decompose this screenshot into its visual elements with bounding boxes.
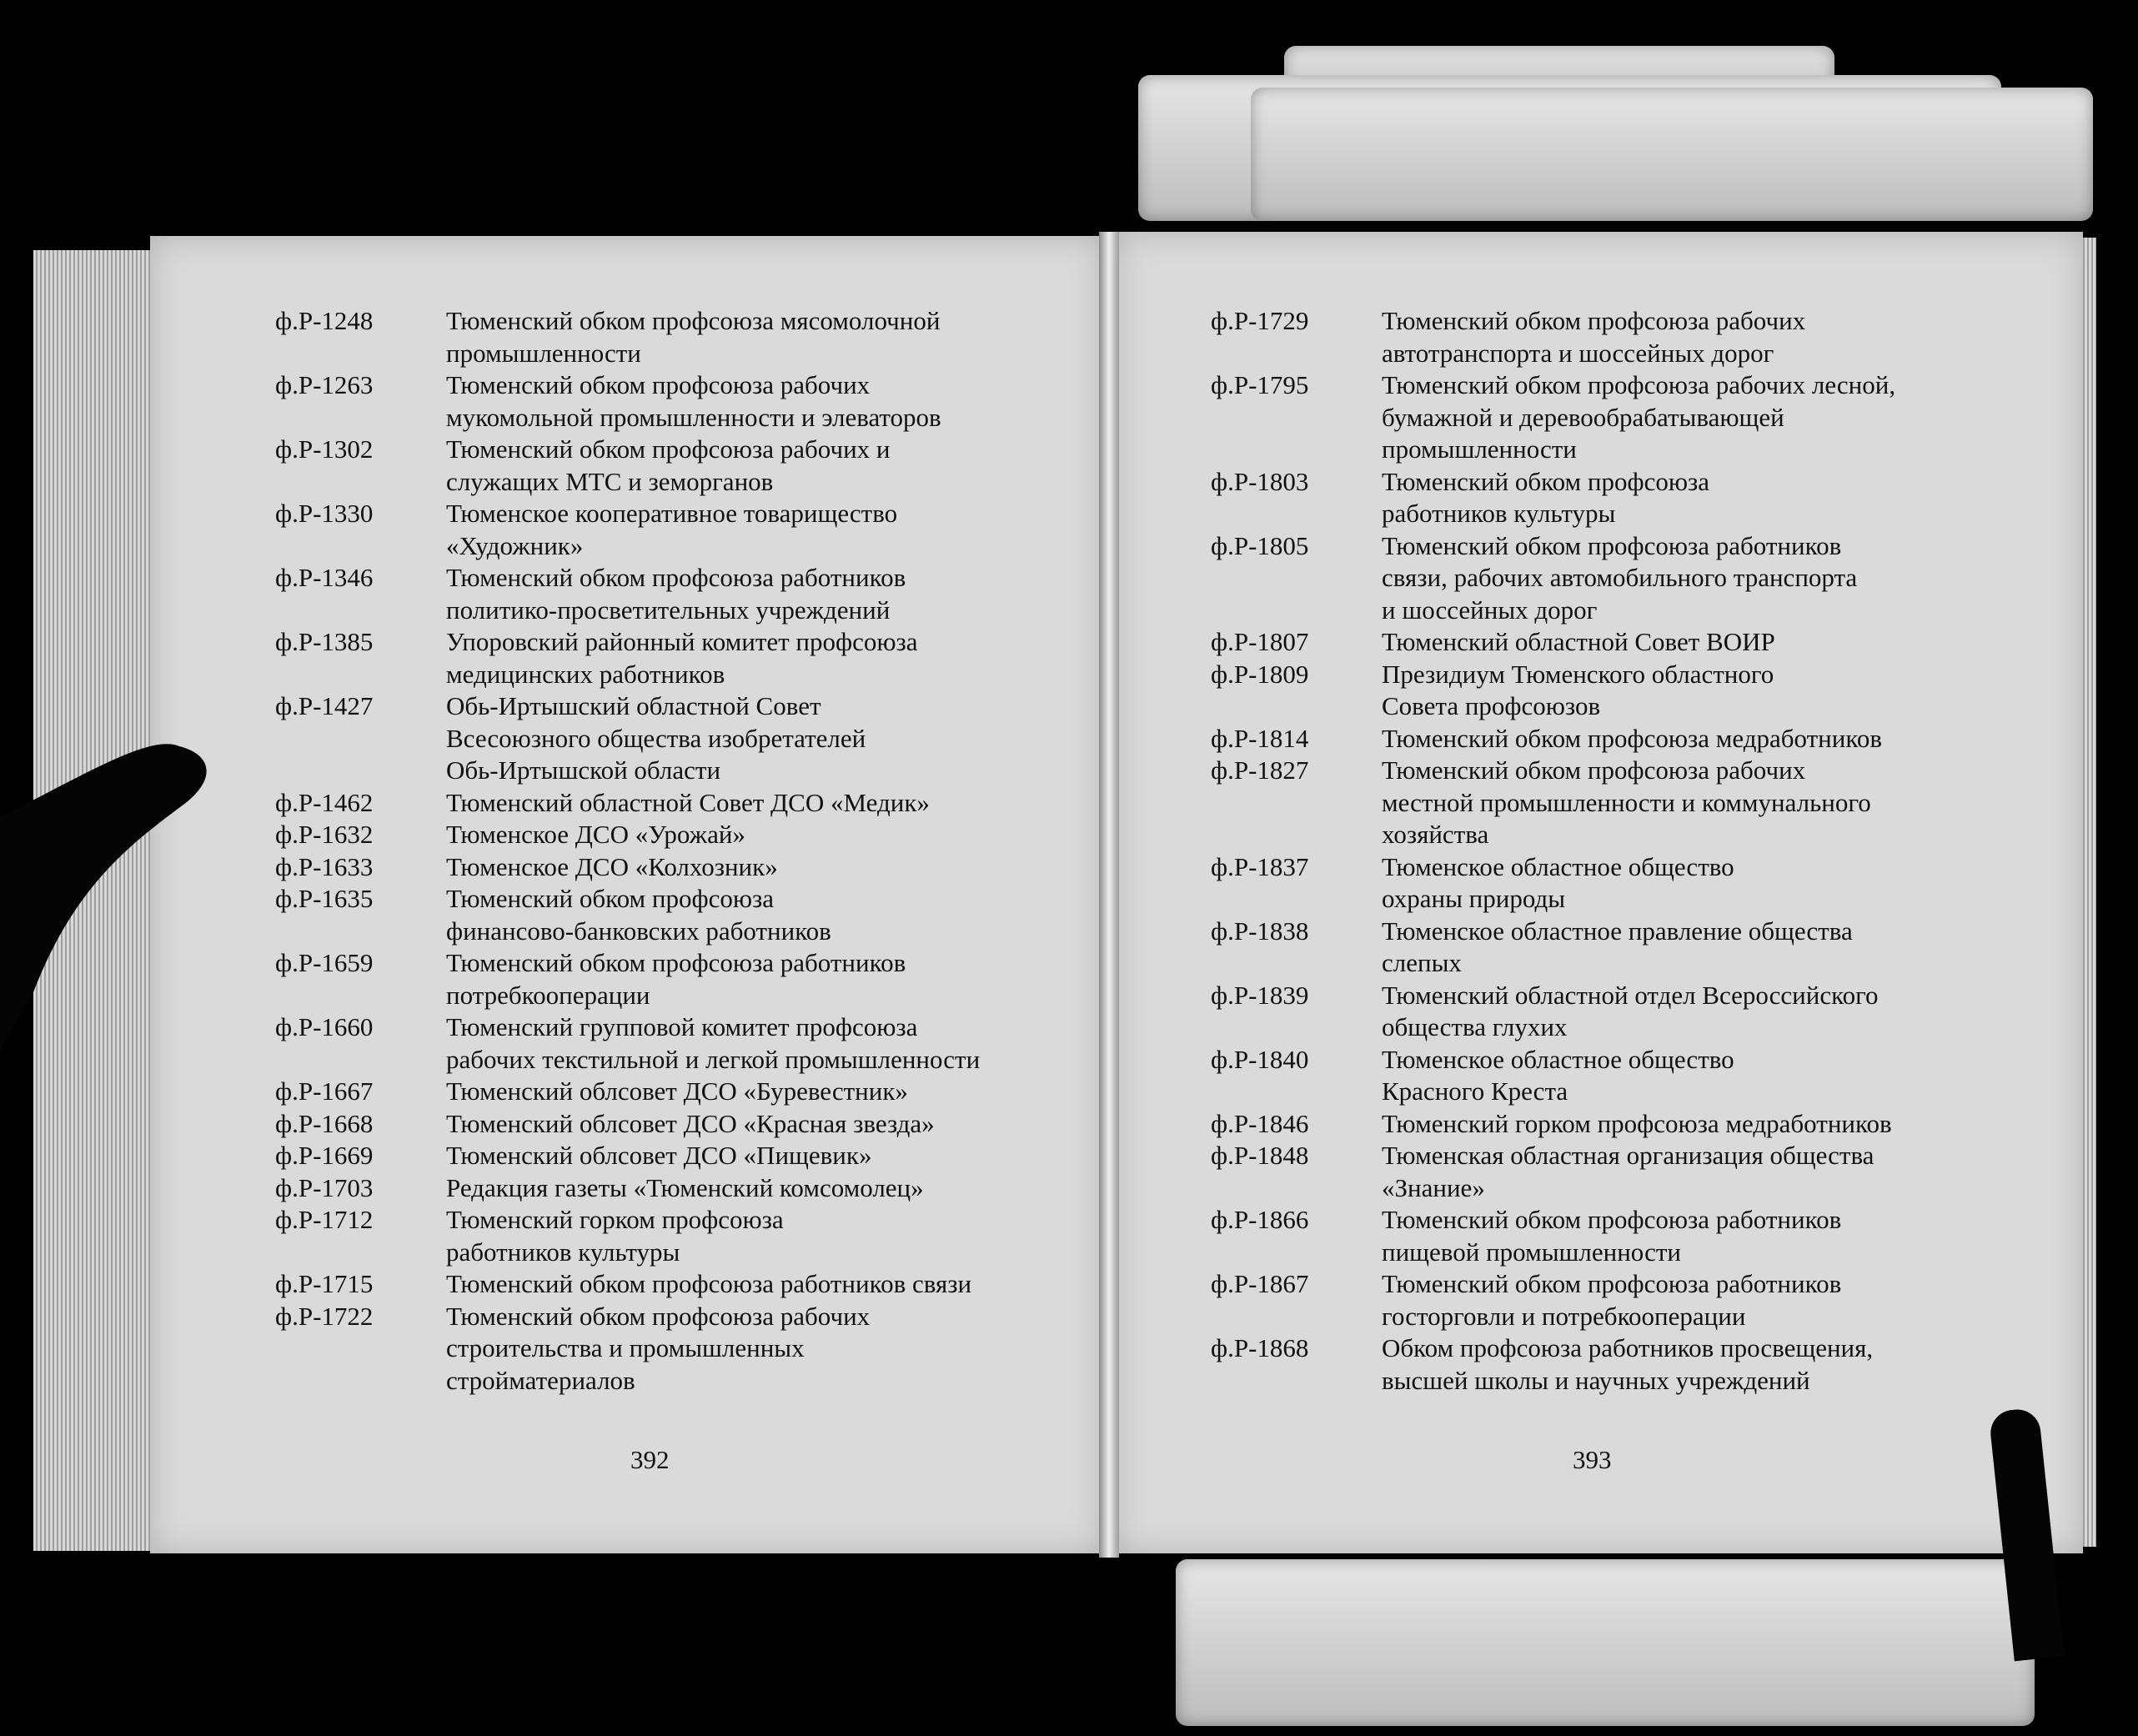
fond-description (1382, 1204, 1995, 1268)
book-spine (1099, 232, 1119, 1558)
description-line: Тюменский обком профсоюза рабочих лесной, (1382, 370, 1896, 399)
fond-code: ф.Р-1712 (275, 1205, 374, 1234)
fond-code: ф.Р-1838 (1211, 916, 1309, 946)
fond-code: ф.Р-1805 (1211, 530, 1309, 560)
description-line: Тюменское ДСО «Урожай» (446, 820, 745, 849)
catalog-entry (1211, 1204, 1995, 1268)
fond-description (446, 498, 1042, 562)
description-line: Тюменский областной отдел Всероссийского (1382, 980, 1879, 1010)
fond-code: ф.Р-1462 (275, 787, 374, 817)
fond-description (1382, 1108, 1995, 1141)
fond-code: ф.Р-1659 (275, 948, 374, 977)
catalog-entry (275, 1268, 1042, 1301)
description-line: Тюменский обком профсоюза работников (1382, 1205, 1842, 1234)
catalog-entry (275, 1301, 1042, 1397)
catalog-entry (275, 851, 1042, 884)
description-line: Тюменское ДСО «Колхозник» (446, 851, 778, 881)
fond-code: ф.Р-1722 (275, 1301, 374, 1331)
description-line: финансово-банковских работников (446, 916, 831, 946)
fond-code: ф.Р-1840 (1211, 1044, 1309, 1074)
description-line: служащих МТС и земорганов (446, 466, 774, 496)
description-line: Тюменское областное общество (1382, 1044, 1734, 1074)
fond-description (1382, 659, 1995, 723)
fond-description (446, 626, 1042, 690)
fond-code: ф.Р-1715 (275, 1269, 374, 1298)
description-line: Тюменский горком профсоюза (446, 1205, 784, 1234)
description-line: слепых (1382, 948, 1462, 977)
description-line: Тюменский обком профсоюза рабочих и (446, 434, 891, 464)
catalog-entry (1211, 1108, 1995, 1141)
description-line: Тюменский облсовет ДСО «Красная звезда» (446, 1108, 935, 1138)
catalog-entry (275, 883, 1042, 947)
fond-code: ф.Р-1346 (275, 563, 374, 592)
description-line: стройматериалов (446, 1365, 635, 1395)
description-line: медицинских работников (446, 659, 725, 689)
description-line: Тюменский обком профсоюза работников связи (446, 1269, 972, 1298)
fond-code: ф.Р-1385 (275, 627, 374, 656)
fond-code: ф.Р-1668 (275, 1108, 374, 1138)
catalog-entry (1211, 1140, 1995, 1204)
catalog-entry (275, 626, 1042, 690)
fond-description (446, 1268, 1042, 1301)
description-line: Редакция газеты «Тюменский комсомолец» (446, 1172, 924, 1202)
description-line: Тюменская областная организация общества (1382, 1141, 1875, 1170)
description-line: Тюменский обком профсоюза рабочих (446, 1301, 871, 1331)
description-line: строительства и промышленных (446, 1333, 805, 1362)
right-page-number: 393 (1573, 1445, 1612, 1474)
fond-description (446, 305, 1042, 369)
description-line: Тюменский обком профсоюза медработников (1382, 723, 1882, 753)
fond-description (446, 819, 1042, 851)
description-line: политико-просветительных учреждений (446, 595, 891, 625)
fond-description (1382, 1268, 1995, 1332)
left-page-number: 392 (630, 1445, 670, 1474)
left-book-strap (0, 0, 250, 1084)
fond-description (1382, 980, 1995, 1044)
fond-description (1382, 626, 1995, 659)
description-line: Всесоюзного общества изобретателей (446, 723, 866, 753)
description-line: Красного Креста (1382, 1076, 1568, 1106)
fond-description (446, 1172, 1042, 1205)
description-line: и шоссейных дорог (1382, 595, 1598, 625)
catalog-entry (1211, 1332, 1995, 1397)
fond-description (446, 787, 1042, 820)
catalog-entry (1211, 659, 1995, 723)
description-line: Упоровский районный комитет профсоюза (446, 627, 918, 656)
description-line: Тюменский обком профсоюза (1382, 466, 1709, 496)
description-line: Тюменский областной Совет ВОИР (1382, 627, 1775, 656)
catalog-entry (1211, 466, 1995, 530)
fond-code: ф.Р-1248 (275, 306, 374, 335)
catalog-entry (275, 1140, 1042, 1172)
catalog-entry (1211, 723, 1995, 755)
fond-description (446, 562, 1042, 626)
fond-code: ф.Р-1807 (1211, 627, 1309, 656)
fond-description (446, 434, 1042, 498)
description-line: промышленности (446, 338, 641, 368)
description-line: работников культуры (1382, 499, 1616, 528)
fond-code: ф.Р-1729 (1211, 306, 1309, 335)
catalog-entry (275, 1172, 1042, 1205)
description-line: Обь-Иртышский областной Совет (446, 691, 821, 720)
description-line: Тюменский горком профсоюза медработников (1382, 1108, 1892, 1138)
fond-description (1382, 755, 1995, 851)
description-line: Тюменское кооперативное товарищество (446, 499, 898, 528)
fond-code: ф.Р-1660 (275, 1012, 374, 1041)
description-line: высшей школы и научных учреждений (1382, 1365, 1810, 1395)
fond-description (446, 1140, 1042, 1172)
fond-code: ф.Р-1669 (275, 1141, 374, 1170)
fond-description (446, 1301, 1042, 1397)
description-line: рабочих текстильной и легкой промышленности (446, 1044, 981, 1074)
description-line: Президиум Тюменского областного (1382, 659, 1774, 689)
description-line: Тюменский обком профсоюза работников (446, 563, 906, 592)
catalog-entry (275, 819, 1042, 851)
fond-code: ф.Р-1814 (1211, 723, 1309, 753)
description-line: Тюменское областное общество (1382, 851, 1734, 881)
fond-code: ф.Р-1633 (275, 851, 374, 881)
description-line: Тюменский обком профсоюза работников (1382, 1269, 1842, 1298)
catalog-entry (275, 1204, 1042, 1268)
description-line: Тюменский обком профсоюза рабочих (446, 370, 871, 399)
description-line: Обком профсоюза работников просвещения, (1382, 1333, 1874, 1362)
fond-description (446, 1011, 1042, 1076)
fond-code: ф.Р-1667 (275, 1076, 374, 1106)
fond-description (1382, 305, 1995, 369)
fond-code: ф.Р-1330 (275, 499, 374, 528)
description-line: мукомольной промышленности и элеваторов (446, 402, 941, 432)
description-line: общества глухих (1382, 1012, 1568, 1041)
description-line: «Художник» (446, 530, 584, 560)
fond-description (446, 690, 1042, 787)
fond-code: ф.Р-1427 (275, 691, 374, 720)
catalog-entry (1211, 980, 1995, 1044)
fond-code: ф.Р-1803 (1211, 466, 1309, 496)
fond-description (1382, 851, 1995, 916)
fond-description (1382, 369, 1995, 466)
description-line: промышленности (1382, 434, 1577, 464)
fond-code: ф.Р-1795 (1211, 370, 1309, 399)
fond-code: ф.Р-1703 (275, 1172, 374, 1202)
fond-code: ф.Р-1635 (275, 884, 374, 913)
catalog-entry (275, 1076, 1042, 1108)
fond-code: ф.Р-1632 (275, 820, 374, 849)
description-line: Совета профсоюзов (1382, 691, 1601, 720)
fond-code: ф.Р-1848 (1211, 1141, 1309, 1170)
foam-support-bottom (1176, 1559, 2035, 1726)
catalog-entry (1211, 626, 1995, 659)
catalog-entry (275, 1108, 1042, 1141)
catalog-entry (1211, 1044, 1995, 1108)
fond-description (446, 947, 1042, 1011)
description-line: работников культуры (446, 1237, 680, 1267)
catalog-entry (1211, 755, 1995, 851)
catalog-entry (1211, 305, 1995, 369)
description-line: хозяйства (1382, 820, 1489, 849)
fond-code: ф.Р-1302 (275, 434, 374, 464)
description-line: Тюменский областной Совет ДСО «Медик» (446, 787, 930, 817)
catalog-entry (275, 947, 1042, 1011)
fond-description (1382, 1332, 1995, 1397)
description-line: Тюменское областное правление общества (1382, 916, 1853, 946)
description-line: бумажной и деревообрабатывающей (1382, 402, 1784, 432)
catalog-entry (1211, 851, 1995, 916)
catalog-entry (275, 498, 1042, 562)
description-line: потребкооперации (446, 980, 650, 1010)
fond-code: ф.Р-1846 (1211, 1108, 1309, 1138)
fond-code: ф.Р-1839 (1211, 980, 1309, 1010)
fond-description (446, 369, 1042, 434)
fond-description (446, 1108, 1042, 1141)
foam-support-top-3 (1251, 88, 2093, 221)
catalog-entry (275, 305, 1042, 369)
fond-description (1382, 466, 1995, 530)
fond-code: ф.Р-1866 (1211, 1205, 1309, 1234)
fond-description (1382, 530, 1995, 627)
left-page-entries (275, 305, 1042, 1397)
catalog-entry (275, 1011, 1042, 1076)
description-line: связи, рабочих автомобильного транспорта (1382, 563, 1858, 592)
description-line: охраны природы (1382, 884, 1566, 913)
description-line: пищевой промышленности (1382, 1237, 1681, 1267)
description-line: «Знание» (1382, 1172, 1485, 1202)
description-line: Тюменский обком профсоюза рабочих (1382, 755, 1806, 785)
description-line: Тюменский обком профсоюза работников (446, 948, 906, 977)
fond-code: ф.Р-1827 (1211, 755, 1309, 785)
fond-description (446, 1076, 1042, 1108)
fond-description (446, 1204, 1042, 1268)
description-line: Тюменский обком профсоюза мясомолочной (446, 306, 941, 335)
fond-code: ф.Р-1263 (275, 370, 374, 399)
fond-description (1382, 1044, 1995, 1108)
catalog-entry (275, 690, 1042, 787)
fond-code: ф.Р-1867 (1211, 1269, 1309, 1298)
fond-description (1382, 1140, 1995, 1204)
catalog-entry (1211, 916, 1995, 980)
fond-description (1382, 723, 1995, 755)
catalog-entry (1211, 530, 1995, 627)
description-line: Тюменский групповой комитет профсоюза (446, 1012, 918, 1041)
fond-description (446, 883, 1042, 947)
description-line: местной промышленности и коммунального (1382, 787, 1871, 817)
description-line: Тюменский облсовет ДСО «Буревестник» (446, 1076, 908, 1106)
right-page-entries (1211, 305, 1995, 1397)
description-line: госторговли и потребкооперации (1382, 1301, 1746, 1331)
catalog-entry (1211, 1268, 1995, 1332)
description-line: автотранспорта и шоссейных дорог (1382, 338, 1774, 368)
description-line: Тюменский облсовет ДСО «Пищевик» (446, 1141, 872, 1170)
catalog-entry (275, 369, 1042, 434)
description-line: Обь-Иртышской области (446, 755, 721, 785)
fond-code: ф.Р-1837 (1211, 851, 1309, 881)
catalog-entry (275, 562, 1042, 626)
fond-description (446, 851, 1042, 884)
catalog-entry (1211, 369, 1995, 466)
catalog-entry (275, 434, 1042, 498)
fond-description (1382, 916, 1995, 980)
description-line: Тюменский обком профсоюза работников (1382, 530, 1842, 560)
fond-code: ф.Р-1809 (1211, 659, 1309, 689)
fond-code: ф.Р-1868 (1211, 1333, 1309, 1362)
description-line: Тюменский обком профсоюза (446, 884, 774, 913)
catalog-entry (275, 787, 1042, 820)
description-line: Тюменский обком профсоюза рабочих (1382, 306, 1806, 335)
